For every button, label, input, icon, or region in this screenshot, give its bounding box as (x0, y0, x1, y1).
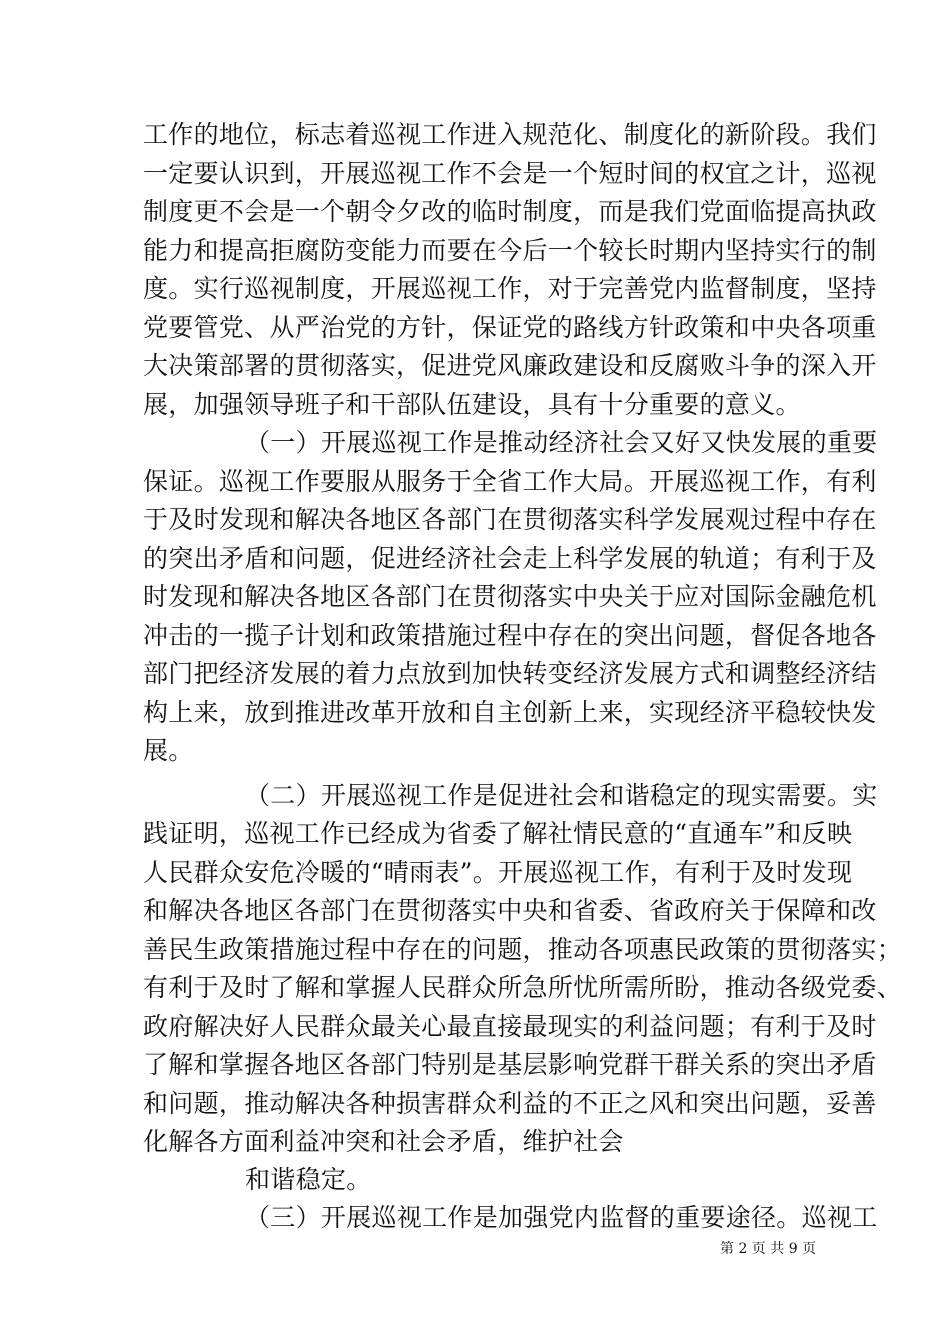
text-line: 冲击的一揽子计划和政策措施过程中存在的突出问题，督促各地各 (143, 621, 877, 650)
paragraph-heading-1: （一）开展巡视工作是推动经济社会又好又快发展的重要 (245, 428, 878, 457)
text-line: 和问题，推动解决各种损害群众利益的不正之风和突出问题，妥善 (143, 1089, 877, 1118)
text-line: 和谐稳定。 (245, 1165, 372, 1194)
paragraph-heading-2: （二）开展巡视工作是促进社会和谐稳定的现实需要。实 (245, 781, 878, 810)
text-line: 部门把经济发展的着力点放到加快转变经济发展方式和调整经济结 (143, 659, 877, 688)
text-line: 度。实行巡视制度，开展巡视工作，对于完善党内监督制度，坚持 (143, 274, 877, 303)
text-line: 保证。巡视工作要服从服务于全省工作大局。开展巡视工作，有利 (143, 467, 877, 496)
text-line: 展。 (143, 736, 194, 765)
text-line: 践证明，巡视工作已经成为省委了解社情民意的“直通车”和反映 (143, 819, 853, 848)
text-line: 有利于及时了解和掌握人民群众所急所忧所需所盼，推动各级党委、 (143, 973, 903, 1002)
text-line: 政府解决好人民群众最关心最直接最现实的利益问题；有利于及时 (143, 1012, 877, 1041)
text-line: 党要管党、从严治党的方针，保证党的路线方针政策和中央各项重 (143, 313, 877, 342)
text-line: 了解和掌握各地区各部门特别是基层影响党群干群关系的突出矛盾 (143, 1050, 877, 1079)
text-line: 时发现和解决各地区各部门在贯彻落实中央关于应对国际金融危机 (143, 582, 877, 611)
text-line: 人民群众安危冷暖的“晴雨表”。开展巡视工作，有利于及时发现 (143, 858, 853, 887)
text-line: 工作的地位，标志着巡视工作进入规范化、制度化的新阶段。我们 (143, 120, 877, 149)
text-line: 善民生政策措施过程中存在的问题，推动各项惠民政策的贯彻落实； (143, 935, 903, 964)
text-line: 构上来，放到推进改革开放和自主创新上来，实现经济平稳较快发 (143, 698, 877, 727)
text-line: 和解决各地区各部门在贯彻落实中央和省委、省政府关于保障和改 (143, 896, 877, 925)
text-line: 展，加强领导班子和干部队伍建设，具有十分重要的意义。 (143, 390, 801, 419)
text-line: 的突出矛盾和问题，促进经济社会走上科学发展的轨道；有利于及 (143, 544, 877, 573)
text-line: 一定要认识到，开展巡视工作不会是一个短时间的权宜之计，巡视 (143, 159, 877, 188)
text-line: 化解各方面利益冲突和社会矛盾，维护社会 (143, 1127, 624, 1156)
text-line: 大决策部署的贯彻落实，促进党风廉政建设和反腐败斗争的深入开 (143, 351, 877, 380)
text-line: 制度更不会是一个朝令夕改的临时制度，而是我们党面临提高执政 (143, 197, 877, 226)
text-line: 于及时发现和解决各地区各部门在贯彻落实科学发展观过程中存在 (143, 505, 877, 534)
page-number: 第 2 页 共 9 页 (720, 1241, 817, 1257)
paragraph-heading-3: （三）开展巡视工作是加强党内监督的重要途径。巡视工 (245, 1203, 878, 1232)
text-line: 能力和提高拒腐防变能力而要在今后一个较长时期内坚持实行的制 (143, 236, 877, 265)
